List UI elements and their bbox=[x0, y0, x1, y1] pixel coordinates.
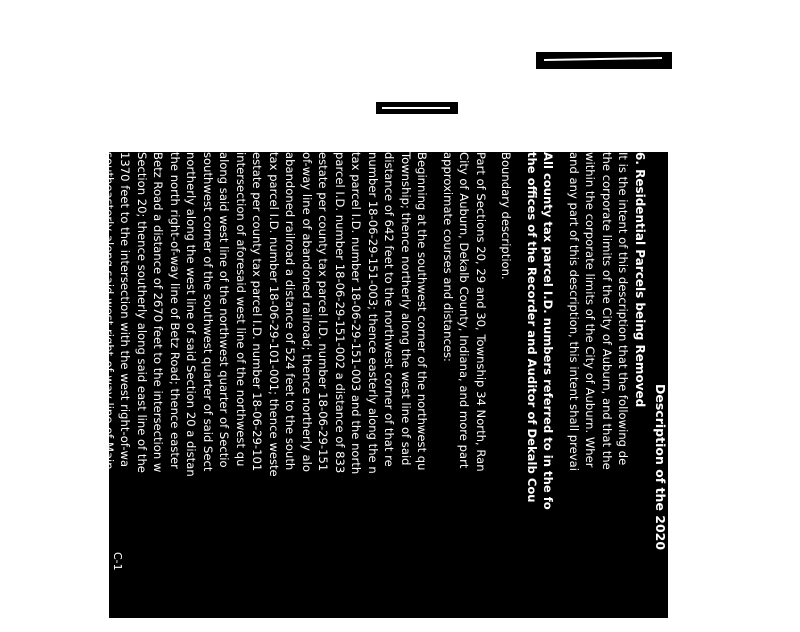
text-line: It is the intent of this description that the following de bbox=[616, 152, 631, 466]
text-line: the corporate limits of the City of Auburn, and that the bbox=[600, 152, 614, 470]
text-line: along said west line of the northwest quarter of Sectio bbox=[217, 152, 232, 468]
text-line: intersection with the northerly line of that real estate p bbox=[85, 152, 100, 473]
redaction-mark bbox=[536, 52, 672, 69]
text-line: distance of 642 feet to the northwest corner of that re bbox=[382, 152, 397, 467]
text-line: estate per county tax parcel I.D. number 18-06-29-151 bbox=[316, 152, 331, 472]
text-line: Township; thence northerly along the west line of said bbox=[399, 152, 413, 466]
text-line: Part of Sections 20, 29 and 30, Township 34 North, Ran bbox=[474, 152, 488, 472]
text-line: 29-126-018; thence westerly along said northerly line o bbox=[69, 152, 83, 476]
text-line: of-way line of abandoned railroad; thence northerly alo bbox=[300, 152, 314, 472]
boundary-label: Boundary description. bbox=[499, 152, 514, 280]
text-line: City of Auburn, Dekalb County, Indiana, and more part bbox=[457, 152, 472, 469]
text-line: the offices of the Recorder and Auditor of Dekalb Cou bbox=[525, 152, 539, 503]
text-line: estate per county tax parcel I.D. number 18-06-29-101 bbox=[250, 152, 265, 472]
text-line: northerly along the west line of said Section 20 a distan bbox=[184, 152, 199, 477]
text-line: 1370 feet to the intersection with the west right-of-wa bbox=[118, 152, 133, 468]
location-paragraph bbox=[440, 152, 490, 632]
document-title: Description of the 2020 bbox=[653, 384, 668, 551]
text-line: tax parcel I.D. number 18-06-29-151-003 and the north bbox=[349, 152, 364, 475]
text-line: Beginning at the southwest corner of the northwest qu bbox=[415, 152, 430, 471]
text-line: parcel I.D. number 18-06-29-151-002 a distance of 833 bbox=[333, 152, 347, 474]
intro-paragraph bbox=[566, 152, 632, 632]
text-line: southwest corner of the southwest quarter of said Sect bbox=[201, 152, 215, 472]
redaction-mark bbox=[376, 102, 458, 114]
text-line: I.D. number 18-06-29-126-016 a distance of 514 feet to bbox=[36, 152, 50, 476]
text-line: and any part of this description, this intent shall prevai bbox=[567, 152, 581, 471]
text-line: All county tax parcel I.D. numbers referred to in the fo bbox=[541, 152, 556, 510]
text-line: intersection of aforesaid west line of the northwest qu bbox=[234, 152, 248, 467]
notice-paragraph bbox=[524, 152, 557, 632]
text-line: Section 20; thence southerly along said east line of the bbox=[135, 152, 149, 473]
text-line: the north right-of-way line of Betz Road; thence easter bbox=[168, 152, 182, 469]
section-heading: 6. Residential Parcels being Removed bbox=[633, 152, 647, 408]
boundary-paragraph bbox=[35, 152, 431, 632]
text-line: southeasterly along said west right-of-way line of Main bbox=[102, 152, 116, 470]
text-line: within the corporate limits of the City of Auburn. Wher bbox=[583, 152, 598, 468]
text-line: number 18-06-29-151-003; thence easterly along the n bbox=[366, 152, 380, 474]
text-line: abandoned railroad a distance of 524 feet to the south bbox=[283, 152, 298, 471]
text-line: Betz Road a distance of 2670 feet to the intersection w bbox=[151, 152, 166, 473]
text-line: I.D. number 18-06-29-126-018 and the northerly line o bbox=[52, 152, 67, 470]
text-line: tax parcel I.D. number 18-06-29-101-001; thence weste bbox=[267, 152, 281, 477]
document-page bbox=[36, 152, 668, 618]
document-text bbox=[35, 152, 669, 632]
text-line: approximate courses and distances: bbox=[441, 152, 455, 362]
page-number: C-1 bbox=[111, 552, 124, 571]
